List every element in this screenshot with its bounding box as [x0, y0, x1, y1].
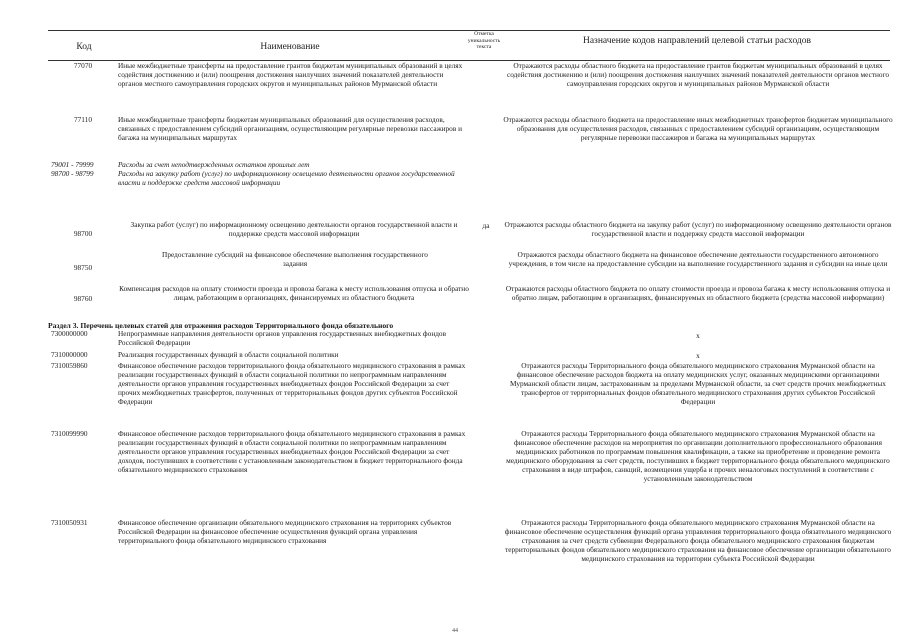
row-purpose: Отражаются расходы областного бюджета на закупку работ (услуг) по информационному освещению деятельности органов государственной власти и поддержку средств массовой информации	[504, 220, 892, 238]
row-name: Расходы на закупку работ (услуг) по информационному освещению деятельности органов государственной власти и поддержке средств массовой информации	[118, 169, 455, 187]
row-code-range: 79001 - 79999	[51, 160, 94, 169]
row-purpose: х	[696, 331, 700, 340]
header-name: Наименование	[260, 42, 320, 52]
row-name: Финансовое обеспечение расходов территориального фонда обязательного медицинского страхования в рамках реализации государственных функций в области социальной политики по непрограммным направлениям деятельности органов управления государственных внебюджетных фондов Российской Федерации за счет прочих межбюджетных трансфертов, полученных от территориальных фондов других субъектов Российской Федерации	[118, 361, 466, 406]
header-purpose: Назначение кодов направлений целевой статьи расходов	[582, 36, 811, 46]
row-name: Предоставление субсидий на финансовое обеспечение выполнения государственного задания	[162, 250, 428, 268]
row-code-range: 98700 - 98799	[51, 169, 94, 178]
row-code: 77070	[73, 61, 93, 70]
row-uniqueness-mark: да	[482, 221, 490, 230]
row-name: Реализация государственных функций в области социальной политики	[118, 350, 339, 359]
row-name: Расходы за счет неподтвержденных остатков прошлых лет	[118, 160, 310, 169]
row-name: Иные межбюджетные трансферты на предоставление грантов бюджетам муниципальных образований в целях содействия достижению и (или) поощрения достижения наилучших значений показателей деятельности органов местного самоуправления городских округов и муниципальных районов Мурманской области	[118, 61, 463, 88]
row-name: Иные межбюджетные трансферты бюджетам муниципальных образований для осуществления расходов, связанных с предоставлением субсидий организациям, осуществляющим регулярные перевозки пассажиров и багажа на муниципальных маршрутах	[118, 115, 462, 142]
row-code: 98760	[73, 294, 93, 303]
row-purpose: х	[696, 351, 700, 360]
row-name: Компенсация расходов на оплату стоимости проезда и провоза багажа к месту использования отпуска и обратно лицам, работающим в организациях, финансируемых из областного бюджета	[119, 284, 469, 302]
row-name: Непрограммные направления деятельности органов управления государственных внебюджетных фондов Российской Федерации	[118, 329, 447, 347]
row-purpose: Отражаются расходы областного бюджета по оплату стоимости проезда и провоза багажа к месту использования отпуска и обратно лицам, работающим в организациях, финансируемых из областного бюджета (средства массовой информации)	[505, 284, 891, 302]
row-purpose: Отражаются расходы областного бюджета на предоставление грантов бюджетам муниципальных образований в целях содействия достижению и (или) поощрения достижения наилучших значений показателей деятельности органов местного самоуправления городских округов и муниципальных районов Мурманской области	[506, 61, 890, 88]
row-code: 77110	[74, 115, 92, 124]
row-purpose: Отражаются расходы областного бюджета на финансовое обеспечение деятельности государственного автономного учреждения, в том числе на предоставление субсидии на выполнение государственного задания и субсидии на иные цели	[508, 250, 888, 268]
header-code: Код	[76, 42, 92, 52]
row-purpose: Отражаются расходы Территориального фонда обязательного медицинского страхования Мурманской области на финансовое обеспечение осуществления функций органа управления территориального фонда обязательного медицинского страхования за счет средств субвенции Федерального фонда обязательного медицинского страхования бюджетам территориальных фондов обязательного медицинского страхования на финансовое обеспечение организации обязательного медицинского страхования на территории субъекта Российской Федерации	[504, 518, 892, 563]
row-name: Финансовое обеспечение организации обязательного медицинского страхования на территориях субъектов Российской Федерации на финансовое обеспечение осуществления функций органа управления территориального фонда обязательного медицинского страхования	[118, 518, 452, 545]
row-code: 98700	[73, 229, 93, 238]
row-code: 7300000000	[51, 329, 88, 338]
section-heading: Раздел 3. Перечень целевых статей для отражения расходов Территориального фонда обязательного	[48, 321, 394, 330]
row-code: 7310000000	[51, 350, 88, 359]
row-purpose: Отражаются расходы Территориального фонда обязательного медицинского страхования Мурманской области на финансовое обеспечение расходов на мероприятия по организации дополнительного профессионального образования медицинских работников по программам повышения квалификации, а также на приобретение и проведение ремонта медицинского оборудования за счет средств, поступивших в бюджет территориального фонда обязательного медицинского страхования в виде штрафов, санкций, возмещения ущерба и прочих неналоговых поступлений в соответствии с установленным законодательством	[506, 429, 890, 483]
header-uniqueness-mark: Отметка уникальность текста	[467, 31, 501, 51]
row-code: 7310059860	[51, 361, 88, 370]
row-code: 7310050931	[51, 518, 88, 527]
row-code: 7310099990	[51, 429, 88, 438]
row-name: Закупка работ (услуг) по информационному освещению деятельности органов государственной власти и поддержке средств массовой информации	[130, 220, 458, 238]
page-number: 44	[452, 628, 458, 634]
row-purpose: Отражаются расходы областного бюджета на предоставление иных межбюджетных трансфертов бюджетам муниципального образования для осуществления расходов, связанных с предоставлением субсидий организациям, осуществляющим регулярные перевозки пассажиров и багажа на муниципальных маршрутах	[503, 115, 893, 142]
row-name: Финансовое обеспечение расходов территориального фонда обязательного медицинского страхования в рамках реализации государственных функций в области социальной политики по непрограммным направлениям деятельности органов управления государственных внебюджетных фондов Российской Федерации за счет доходов, поступивших в соответствии с установленным законодательством в бюджет территориального фонда обязательного медицинского страхования	[118, 429, 466, 474]
row-code: 98750	[73, 263, 93, 272]
row-purpose: Отражаются расходы Территориального фонда обязательного медицинского страхования Мурманской области на финансовое обеспечение расходов бюджета на оплату медицинских услуг, оказанных медицинскими организациями Мурманской области лицам, застрахованным за пределами Мурманской области, за счет средств прочих межбюджетных трансфертов от территориальных фондов обязательного медицинского страхования других субъектов Российской Федерации	[510, 361, 886, 406]
